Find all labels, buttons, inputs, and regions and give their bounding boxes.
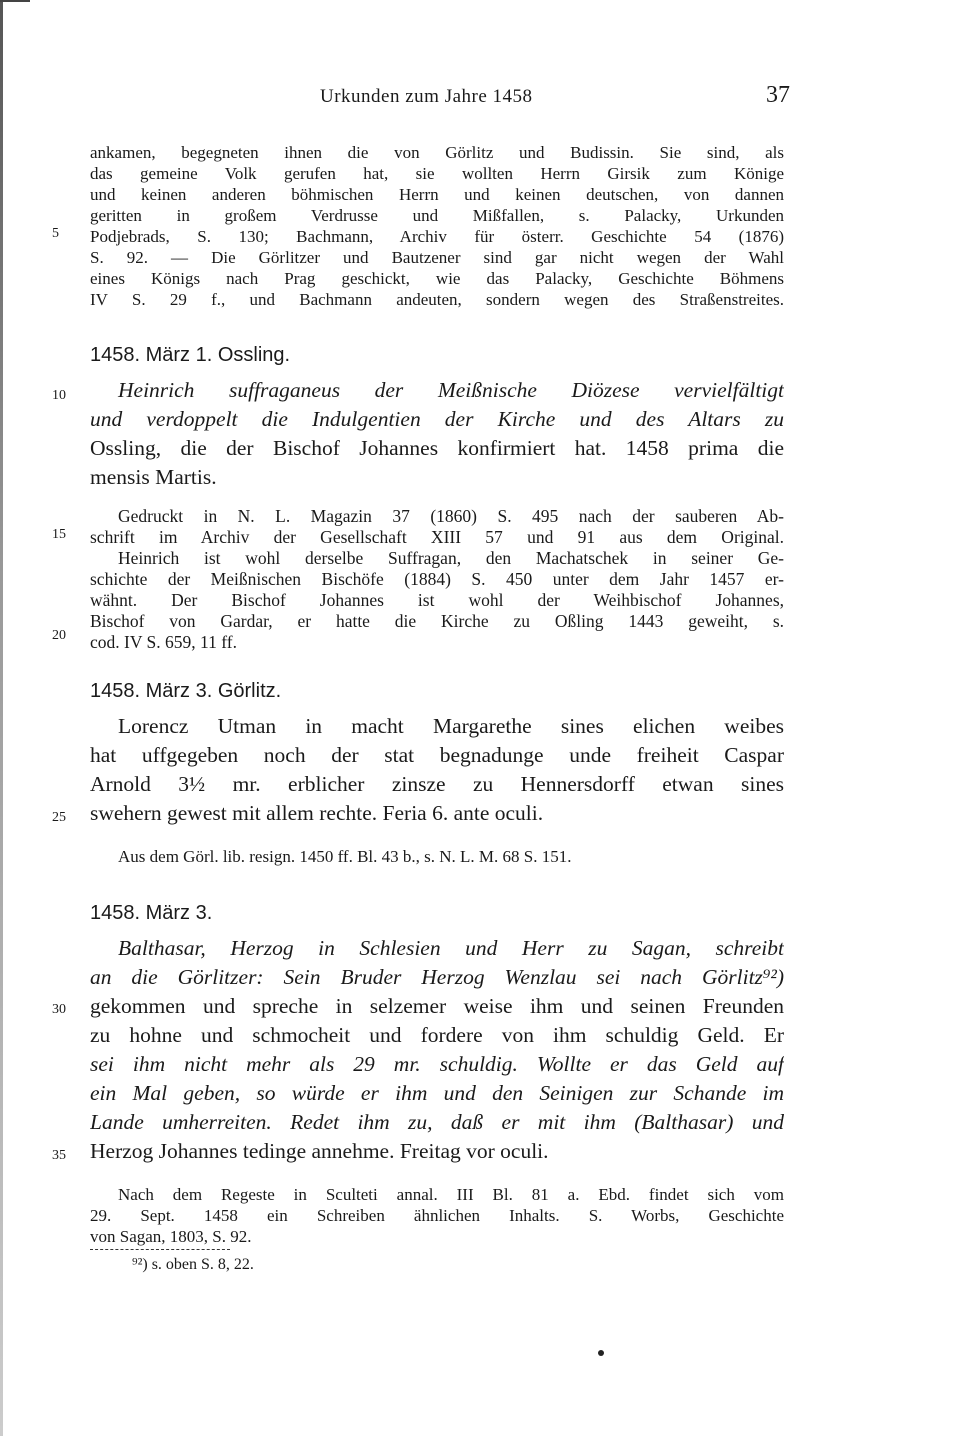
footnote-rule: [90, 1249, 230, 1250]
line-number: 35: [52, 1148, 66, 1163]
note-line: schichte der Meißnischen Bischöfe (1884) S. 450 unter dem Jahr 1457 er-: [90, 569, 784, 589]
footnote: [90, 1254, 784, 1275]
entry-regest: [90, 934, 784, 1166]
regest-line: hat uffgegeben noch der stat begnadunge unde freiheit Caspar: [90, 743, 784, 767]
page-header: [90, 82, 790, 116]
note-line: Nach dem Regeste in Sculteti annal. III Bl. 81 a. Ebd. findet sich vom: [118, 1185, 784, 1204]
line-number: 5: [52, 226, 59, 241]
regest-line: Balthasar, Herzog in Schlesien und Herr zu Sagan, schreibt: [118, 936, 784, 960]
entry-notes: [90, 506, 784, 653]
paragraph-line: eines Königs nach Prag geschickt, wie das Palacky, Geschichte Böhmens: [90, 269, 784, 288]
note-line: Gedruckt in N. L. Magazin 37 (1860) S. 495 nach der sauberen Ab-: [118, 506, 784, 526]
line-number: 15: [52, 527, 66, 542]
regest-line: Ossling, die der Bischof Johannes konfirmiert hat. 1458 prima die: [90, 436, 784, 460]
entry-regest: [90, 712, 784, 828]
paragraph-line: ankamen, begegneten ihnen die von Görlitz und Budissin. Sie sind, als: [90, 143, 784, 162]
top-paragraph: [90, 142, 784, 310]
line-number: 30: [52, 1002, 66, 1017]
footnote-line: ⁹²) s. oben S. 8, 22.: [132, 1256, 254, 1273]
regest-line: mensis Martis.: [90, 465, 217, 489]
regest-line: an die Görlitzer: Sein Bruder Herzog Wenzlau sei nach Görlitz⁹²): [90, 965, 784, 989]
paragraph-line: und keinen anderen böhmischen Herrn und keinen deutschen, von dannen: [90, 185, 784, 204]
line-number: 20: [52, 628, 66, 643]
regest-line: Lorencz Utman in macht Margarethe sines elichen weibes: [118, 714, 784, 738]
note-line: Aus dem Görl. lib. resign. 1450 ff. Bl. 43 b., s. N. L. M. 68 S. 151.: [118, 847, 572, 866]
scan-edge-shadow: [0, 0, 3, 1436]
regest-line: zu hohne und schmocheit und fordere von ihm schuldig Geld. Er: [90, 1023, 784, 1047]
paragraph-line: S. 92. — Die Görlitzer und Bautzener sind gar nicht wegen der Wahl: [90, 248, 784, 267]
regest-line: swehern gewest mit allem rechte. Feria 6. ante oculi.: [90, 801, 544, 825]
note-line: 29. Sept. 1458 ein Schreiben ähnlichen Inhalts. S. Worbs, Geschichte: [90, 1206, 784, 1225]
paragraph-line: das gemeine Volk gerufen hat, sie wollten Herrn Girsik zum Könige: [90, 164, 784, 183]
note-line: wähnt. Der Bischof Johannes ist wohl der Weihbischof Johannes,: [90, 590, 784, 610]
entry-notes: [90, 1184, 784, 1247]
regest-line: Arnold 3½ mr. erblicher zinsze zu Hennersdorff etwan sines: [90, 772, 784, 796]
paragraph-line: geritten in großem Verdrusse und Mißfallen, s. Palacky, Urkunden: [90, 206, 784, 225]
corner-mark: [0, 0, 30, 10]
regest-line: Herzog Johannes tedinge annehme. Freitag vor oculi.: [90, 1139, 549, 1163]
entry-note: [90, 846, 784, 867]
note-line: Bischof von Gardar, er hatte die Kirche zu Oßling 1443 geweiht, s.: [90, 611, 784, 631]
running-title: Urkunden zum Jahre 1458: [320, 86, 533, 107]
scan-speck: [598, 1350, 604, 1356]
regest-line: sei ihm nicht mehr als 29 mr. schuldig. Wollte er das Geld auf: [90, 1052, 784, 1076]
regest-line: und verdoppelt die Indulgentien der Kirche und des Altars zu: [90, 407, 784, 431]
regest-line: Lande umherreiten. Redet ihm zu, daß er mit ihm (Balthasar) und: [90, 1110, 784, 1134]
note-line: cod. IV S. 659, 11 ff.: [90, 632, 237, 652]
entry-heading: 1458. März 3.: [90, 902, 213, 924]
note-line: von Sagan, 1803, S. 92.: [90, 1227, 252, 1246]
paragraph-line: IV S. 29 f., und Bachmann andeuten, sondern wegen des Straßenstreites.: [90, 290, 784, 309]
regest-line: ein Mal geben, so würde er ihm und den Seinigen zur Schande im: [90, 1081, 784, 1105]
entry-heading: 1458. März 3. Görlitz.: [90, 680, 282, 702]
note-line: schrift im Archiv der Gesellschaft XIII 57 und 91 aus dem Original.: [90, 527, 784, 547]
entry-regest: [90, 376, 784, 492]
regest-line: Heinrich suffraganeus der Meißnische Diözese vervielfältigt: [118, 378, 784, 402]
line-number: 25: [52, 810, 66, 825]
line-number: 10: [52, 388, 66, 403]
entry-heading: 1458. März 1. Ossling.: [90, 344, 291, 366]
note-line: Heinrich ist wohl derselbe Suffragan, den Machatschek in seiner Ge-: [118, 548, 784, 568]
page-number: 37: [766, 82, 790, 108]
regest-line: gekommen und spreche in selzemer weise ihm und seinen Freunden: [90, 994, 784, 1018]
paragraph-line: Podjebrads, S. 130; Bachmann, Archiv für österr. Geschichte 54 (1876): [90, 227, 784, 246]
